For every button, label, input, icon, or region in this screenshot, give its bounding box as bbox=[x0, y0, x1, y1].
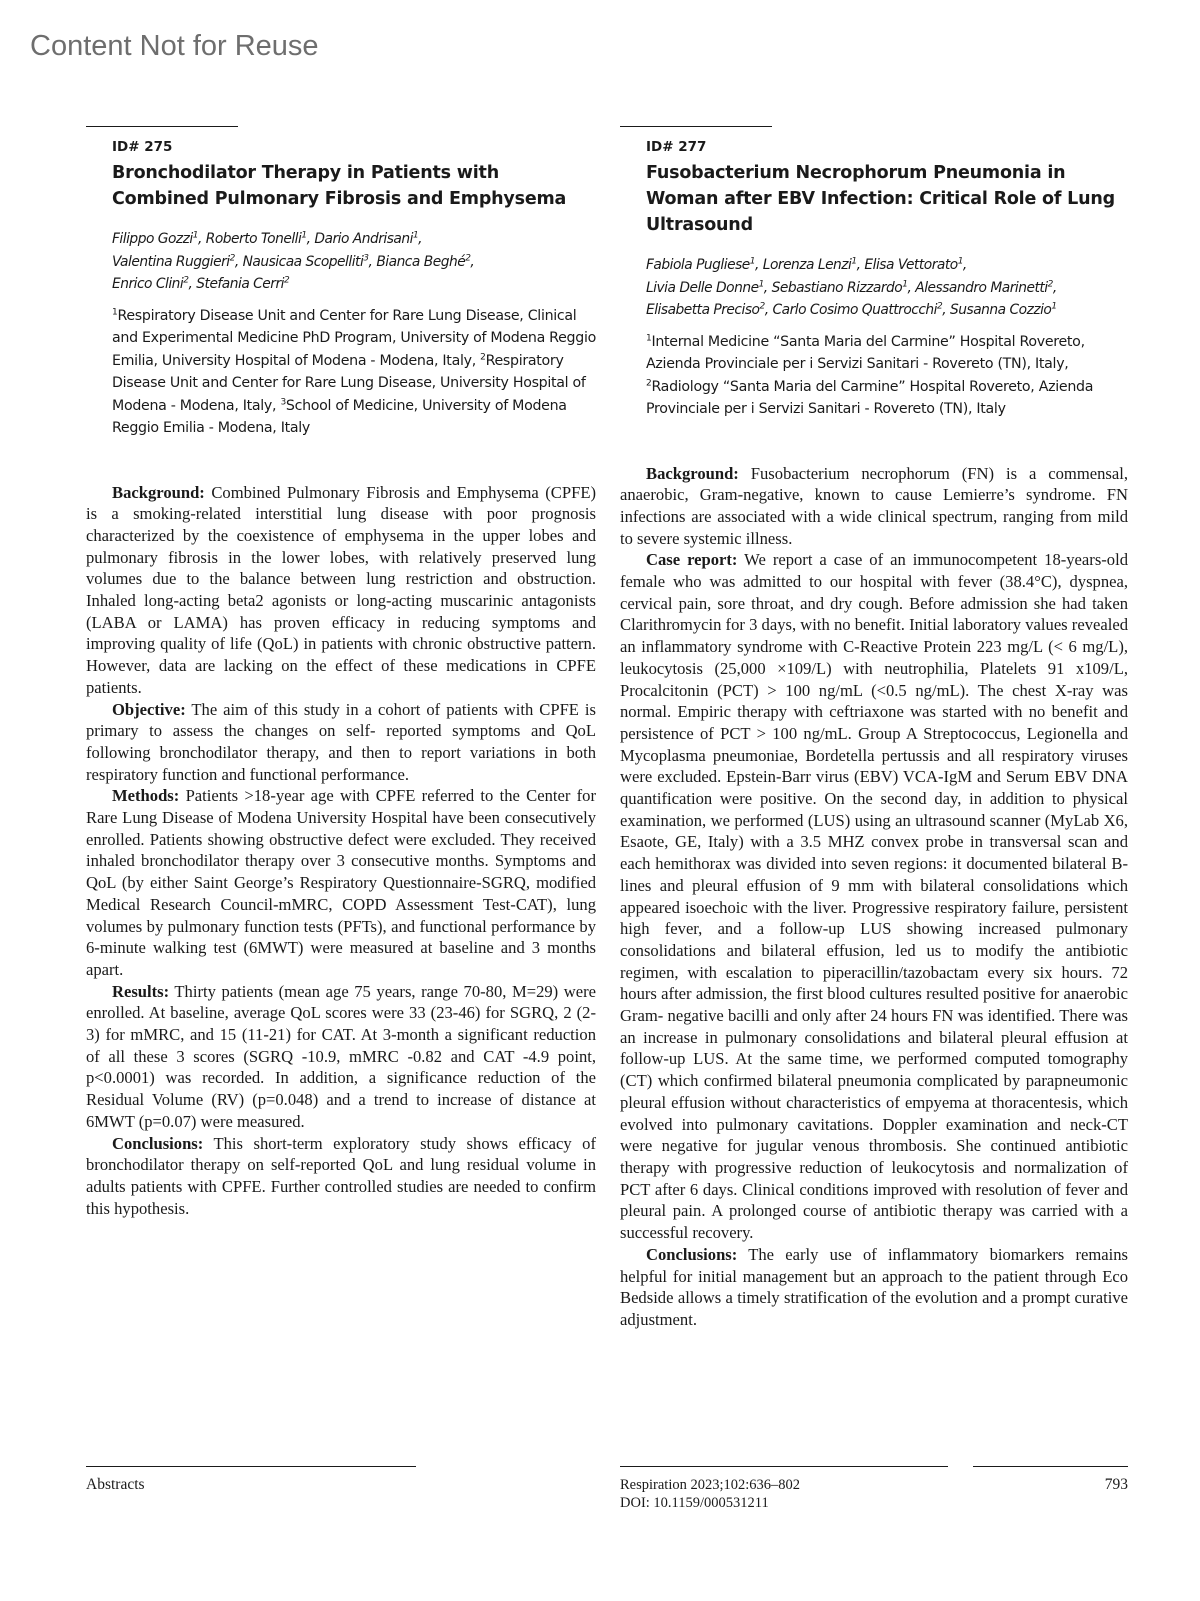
author: Elisa Vettorato$^1$, bbox=[864, 256, 967, 273]
author: Elisabetta Preciso$^2$, bbox=[646, 301, 773, 318]
abstract-id: ID# 277 bbox=[646, 139, 707, 155]
footer-citation bbox=[620, 1476, 800, 1512]
author: Lorenza Lenzi$^1$, bbox=[762, 256, 865, 273]
section-conclusions: Conclusions: The early use of inflammatory biomarkers remains helpful for initial management but an approach to the patient through Eco Bedside allows a timely stratification of the evolution and a prompt curative adjustment. bbox=[620, 1244, 1128, 1329]
author: Livia Delle Donne$^1$, bbox=[646, 278, 772, 296]
footer-section-label: Abstracts bbox=[86, 1476, 145, 1493]
affiliations: $^1$Internal Medicine “Santa Maria del Carmine” Hospital Rovereto, Azienda Provinciale per i Servizi Sanitari - Rovereto (TN), Italy, $^2$Radiology “Santa Maria del Carmine” Hospital Rovereto, Azienda Provinciale per i Servizi Sanitari - Rovereto (TN), Italy bbox=[646, 332, 1094, 417]
author: Valentina Ruggieri$^2$, bbox=[112, 252, 243, 270]
author: Bianca Beghé$^2$, bbox=[376, 252, 475, 270]
abstract-body bbox=[620, 463, 1128, 1331]
section-conclusions: Conclusions: This short-term exploratory study shows efficacy of bronchodilator therapy on self-reported QoL and lung residual volume in adults patients with CPFE. Further controlled studies are needed to confirm this hypothesis. bbox=[86, 1133, 596, 1218]
author: Fabiola Pugliese$^1$, bbox=[646, 256, 763, 273]
footer-rule bbox=[620, 1466, 948, 1467]
section-case-report: Case report: We report a case of an immunocompetent 18-years-old female who was admitted to our hospital with fever (38.4°C), dyspnea, cervical pain, sore throat, and dry cough. Before admission she had taken Clarithromycin for 3 days, with no benefit. Initial laboratory values revealed an inflammatory syndrome with C-Reactive Protein 223 mg/L (< 6 mg/L), leukocytosis (25,000 ×109/L) with neutrophilia, Platelets 91 x109/L, Procalcitonin (PCT) > 100 ng/mL (<0.5 ng/mL). The chest X-ray was normal. Empiric therapy with ceftriaxone was started with no benefit and persistence of PCT > 100 ng/mL. Group A Streptococcus, Legionella and Mycoplasma pneumoniae, Bordetella pertussis and all respiratory viruses were excluded. Epstein-Barr virus (EBV) VCA-IgM and Serum EBV DNA quantification were positive. On the second day, in addition to physical examination, we performed (LUS) using an ultrasound scanner (MyLab X6, Esaote, GE, Italy) with a 3.5 MHZ convex probe in transversal scan and each hemithorax was divided into seven regions: it documented bilateral B-lines and pleural effusion of 9 mm with bilateral consolidations which appeared isoechoic with the liver. Progressive respiratory failure, persistent high fever, and a follow-up LUS showing increased pulmonary consolidations and bilateral effusion, led us to modify the antibiotic regimen, with escalation to piperacillin/tazobactam every six hours. 72 hours after admission, the first blood cultures resulted positive for anaerobic Gram- negative bacilli and only after 24 hours FN was identified. There was an increase in pulmonary consolidations and bilateral pleural effusion at follow-up LUS. At the same time, we performed computed tomography (CT) which confirmed bilateral pneumonia complicated by parapneumonic pleural effusion without characteristics of empyema at thoracentesis, which evolved into pulmonary cavitations. Doppler examination and neck-CT were negative for jugular venous thrombosis. She continued antibiotic therapy with progressive reduction of leukocytosis and normalization of PCT after 6 days. Clinical conditions improved with resolution of fever and pleural pain. A prolonged course of antibiotic therapy was carried with a successful recovery. bbox=[620, 550, 1129, 1243]
abstract-title: Fusobacterium Necrophorum Pneumonia in Woman after EBV Infection: Critical Role of Lung Ultrasound bbox=[646, 163, 1115, 235]
author: Enrico Clini$^2$, bbox=[112, 275, 197, 292]
affiliations: $^1$Respiratory Disease Unit and Center for Rare Lung Disease, Clinical and Experimental Medicine PhD Program, University of Modena Reggio Emilia, University Hospital of Modena - Modena, Italy, $^2$Respiratory Disease Unit and Center for Rare Lung Disease, University Hospital of Modena - Modena, Italy, $^3$School of Medicine, University of Modena Reggio Emilia - Modena, Italy bbox=[112, 306, 596, 436]
author-list bbox=[112, 228, 596, 296]
abstract-277 bbox=[620, 126, 1128, 1331]
author: Susanna Cozzio$^1$ bbox=[950, 301, 1057, 318]
page-number: 793 bbox=[1104, 1476, 1128, 1493]
author: Stefania Cerri$^2$ bbox=[196, 275, 290, 292]
author: Roberto Tonelli$^1$, bbox=[205, 230, 315, 247]
author: Filippo Gozzi$^1$, bbox=[112, 230, 206, 247]
section-background: Background: Combined Pulmonary Fibrosis and Emphysema (CPFE) is a smoking-related interstitial lung disease with poor prognosis characterized by the coexistence of emphysema in the upper lobes and pulmonary fibrosis in the lower lobes, with relatively preserved lung volumes due to the balance between lung restriction and obstruction. Inhaled long-acting beta2 agonists or long-acting muscarinic antagonists (LABA or LAMA) has proven efficacy in reducing symptoms and improving quality of life (QoL) in patients with chronic obstructive pattern. However, data are lacking on the effect of these medications in CPFE patients. bbox=[86, 482, 596, 697]
author: Carlo Cosimo Quattrocchi$^2$, bbox=[772, 301, 951, 318]
footer-doi: DOI: 10.1159/000531211 bbox=[620, 1495, 769, 1511]
column-rule bbox=[86, 126, 238, 127]
watermark: Content Not for Reuse bbox=[30, 30, 319, 62]
section-results: Results: Thirty patients (mean age 75 years, range 70-80, M=29) were enrolled. At baseline, average QoL scores were 33 (23-46) for SGRQ, 2 (2-3) for mMRC, and 15 (11-21) for CAT. At 3-month a significant reduction of all these 3 scores (SGRQ -10.9, mMRC -0.82 and CAT -4.9 point, p<0.0001) was recorded. In addition, a significance reduction of the Residual Volume (RV) (p=0.048) and a trend to increase of distance at 6MWT (p=0.07) were measured. bbox=[86, 981, 596, 1131]
footer-journal: Respiration 2023;102:636–802 bbox=[620, 1477, 801, 1493]
abstract-275 bbox=[86, 126, 596, 1219]
author: Dario Andrisani$^1$, bbox=[314, 230, 423, 247]
footer-rule bbox=[973, 1466, 1128, 1467]
abstract-header bbox=[86, 139, 596, 440]
author-list bbox=[646, 254, 1128, 322]
section-objective: Objective: The aim of this study in a cohort of patients with CPFE is primary to assess the changes on self- reported symptoms and QoL following bronchodilator therapy, and then to report variations in both respiratory function and functional performance. bbox=[86, 699, 596, 784]
abstract-id: ID# 275 bbox=[112, 139, 173, 155]
abstract-body bbox=[86, 482, 596, 1220]
section-methods: Methods: Patients >18-year age with CPFE referred to the Center for Rare Lung Disease of Modena University Hospital have been consecutively enrolled. Patients showing obstructive defect were excluded. They received inhaled bronchodilator therapy over 3 consecutive months. Symptoms and QoL (by either Saint George’s Respiratory Questionnaire-SGRQ, modified Medical Research Council-mMRC, COPD Assessment Test-CAT), lung volumes by pulmonary function tests (PFTs), and functional performance by 6-minute walking test (6MWT) were measured at baseline and 3 months apart. bbox=[86, 786, 596, 979]
author: Nausicaa Scopelliti$^3$, bbox=[242, 252, 377, 270]
section-background: Background: Fusobacterium necrophorum (FN) is a commensal, anaerobic, Gram-negative, known to cause Lemierre’s syndrome. FN infections are associated with a wide clinical spectrum, ranging from mild to severe systemic illness. bbox=[620, 463, 1128, 548]
column-rule bbox=[620, 126, 772, 127]
abstract-title: Bronchodilator Therapy in Patients with Combined Pulmonary Fibrosis and Emphysema bbox=[112, 163, 567, 209]
footer-rule bbox=[86, 1466, 416, 1467]
abstract-header bbox=[620, 139, 1128, 421]
author: Sebastiano Rizzardo$^1$, bbox=[771, 278, 916, 296]
author: Alessandro Marinetti$^2$, bbox=[915, 278, 1057, 296]
